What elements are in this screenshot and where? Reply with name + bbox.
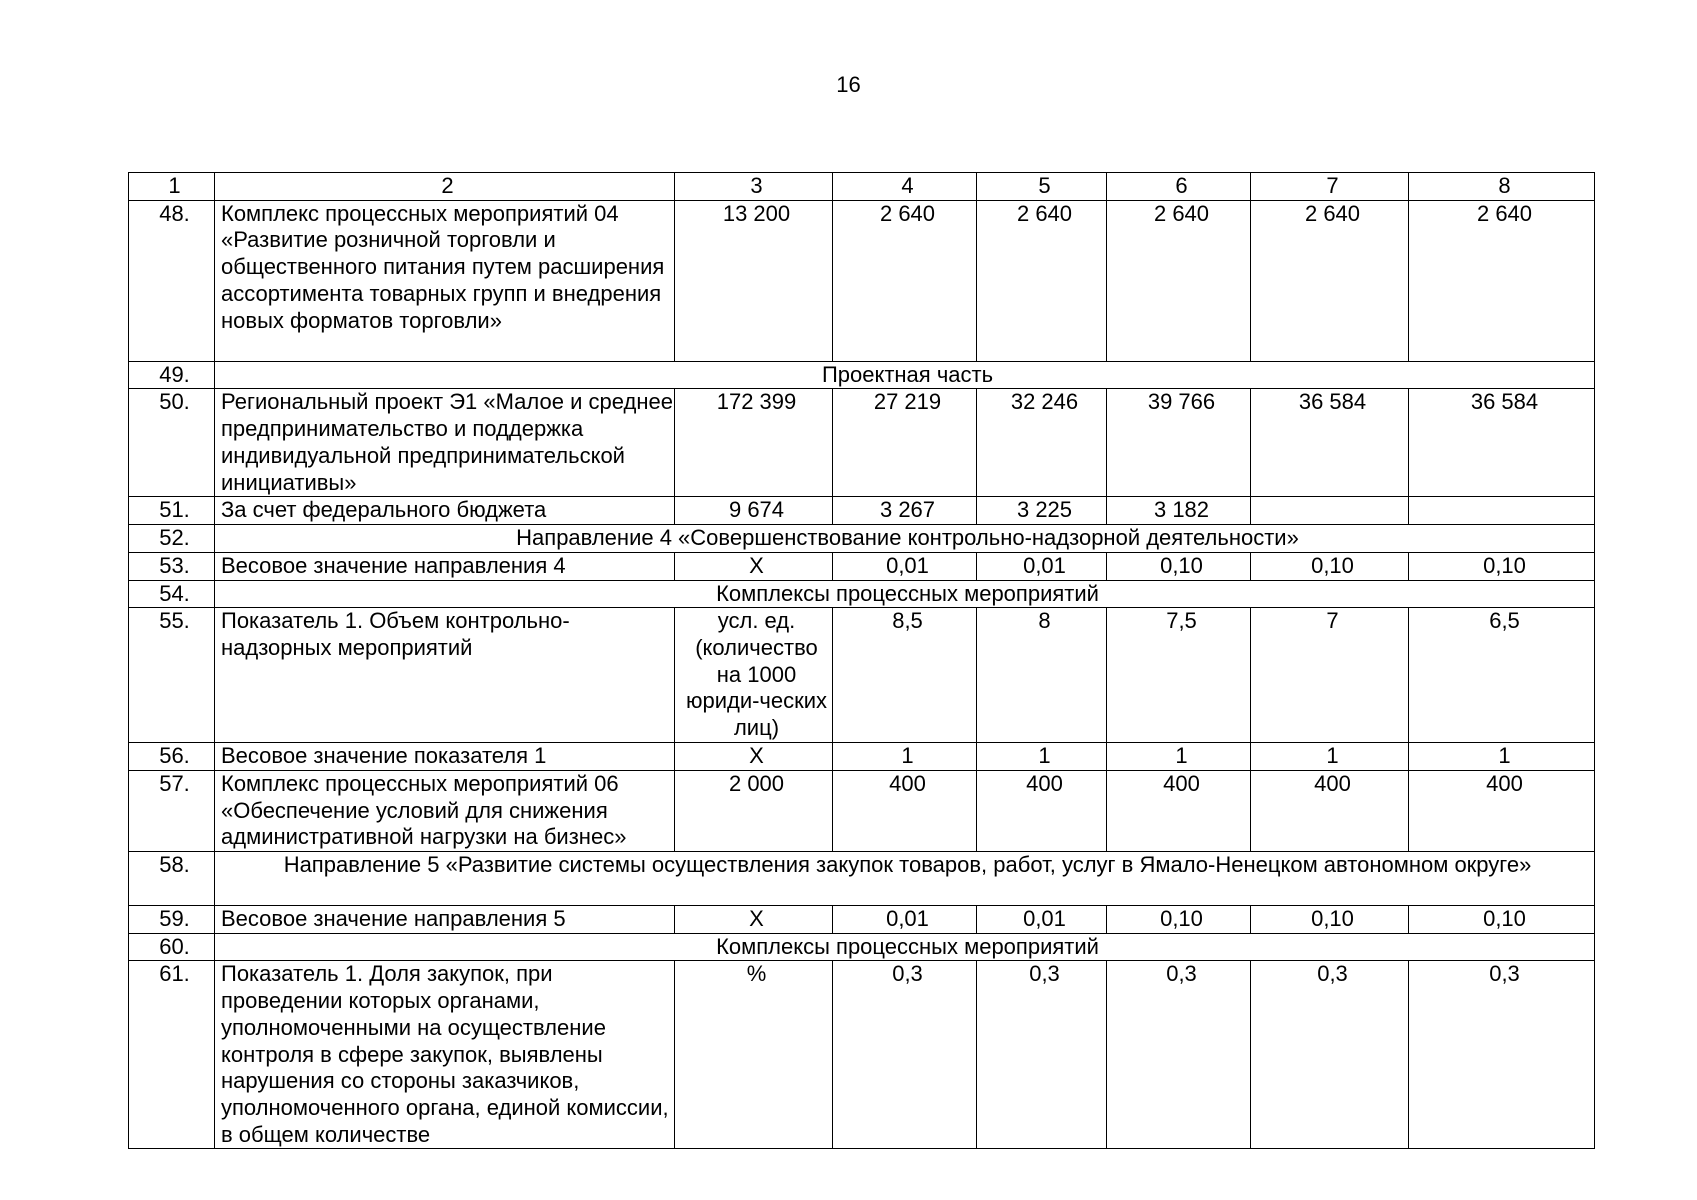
section-row	[129, 525, 1595, 553]
section-heading: Направление 5 «Развитие системы осуществления закупок товаров, работ, услуг в Ямало-Ненецком автономном округе»	[215, 852, 1595, 906]
page-number: 16	[836, 72, 861, 97]
cell-value: 172 399	[675, 389, 833, 497]
cell-value: 0,10	[1251, 906, 1409, 934]
table-row	[129, 770, 1595, 851]
cell-value: 400	[1251, 770, 1409, 851]
row-number: 51.	[129, 497, 215, 525]
row-number: 60.	[129, 933, 215, 961]
row-number: 56.	[129, 743, 215, 771]
row-number: 54.	[129, 580, 215, 608]
row-name: Весовое значение направления 5	[215, 906, 675, 934]
row-number: 57.	[129, 770, 215, 851]
cell-value: 2 640	[1107, 200, 1251, 361]
row-name: Региональный проект Э1 «Малое и среднее предпринимательство и поддержка индивидуальной предпринимательской инициативы»	[215, 389, 675, 497]
cell-value: 6,5	[1409, 608, 1595, 743]
cell-value: Х	[675, 906, 833, 934]
cell-value: 8	[977, 608, 1107, 743]
cell-value: 400	[977, 770, 1107, 851]
table-row	[129, 389, 1595, 497]
column-header: 2	[215, 173, 675, 201]
section-heading: Направление 4 «Совершенствование контрольно-надзорной деятельности»	[215, 525, 1595, 553]
section-heading: Проектная часть	[215, 361, 1595, 389]
cell-value: %	[675, 961, 833, 1149]
row-number: 59.	[129, 906, 215, 934]
cell-value: 1	[977, 743, 1107, 771]
cell-value: 0,10	[1251, 552, 1409, 580]
column-header: 8	[1409, 173, 1595, 201]
row-name: За счет федерального бюджета	[215, 497, 675, 525]
cell-value: 400	[1107, 770, 1251, 851]
section-row	[129, 933, 1595, 961]
cell-value: 1	[1107, 743, 1251, 771]
table-row	[129, 497, 1595, 525]
cell-value: 13 200	[675, 200, 833, 361]
row-number: 61.	[129, 961, 215, 1149]
cell-value: 0,3	[833, 961, 977, 1149]
table-row	[129, 200, 1595, 361]
cell-value: 0,10	[1409, 552, 1595, 580]
table-row	[129, 552, 1595, 580]
cell-value: 3 225	[977, 497, 1107, 525]
table-row	[129, 961, 1595, 1149]
cell-value: 400	[833, 770, 977, 851]
cell-value: 3 182	[1107, 497, 1251, 525]
row-name: Весовое значение направления 4	[215, 552, 675, 580]
column-header: 6	[1107, 173, 1251, 201]
column-header: 1	[129, 173, 215, 201]
cell-value: 27 219	[833, 389, 977, 497]
cell-value: 0,3	[1251, 961, 1409, 1149]
column-header: 3	[675, 173, 833, 201]
cell-value: 2 640	[833, 200, 977, 361]
section-row	[129, 580, 1595, 608]
cell-value: Х	[675, 743, 833, 771]
cell-value: 0,01	[977, 906, 1107, 934]
cell-value: 7	[1251, 608, 1409, 743]
cell-value: усл. ед. (количество на 1000 юриди-ческих лиц)	[675, 608, 833, 743]
cell-value: 2 640	[1409, 200, 1595, 361]
cell-value: 2 000	[675, 770, 833, 851]
row-name: Комплекс процессных мероприятий 04 «Развитие розничной торговли и общественного питания путем расширения ассортимента товарных групп и внедрения новых форматов торговли»	[215, 200, 675, 361]
cell-value: 0,10	[1107, 906, 1251, 934]
section-heading: Комплексы процессных мероприятий	[215, 933, 1595, 961]
row-number: 53.	[129, 552, 215, 580]
column-header: 7	[1251, 173, 1409, 201]
cell-value: 1	[1409, 743, 1595, 771]
section-row	[129, 852, 1595, 906]
data-table	[128, 172, 1595, 1149]
cell-value: 1	[833, 743, 977, 771]
cell-value: 3 267	[833, 497, 977, 525]
row-number: 55.	[129, 608, 215, 743]
cell-value: 0,10	[1107, 552, 1251, 580]
cell-value: 0,01	[833, 552, 977, 580]
table-row	[129, 608, 1595, 743]
row-number: 58.	[129, 852, 215, 906]
row-name: Весовое значение показателя 1	[215, 743, 675, 771]
row-number: 52.	[129, 525, 215, 553]
cell-value: 8,5	[833, 608, 977, 743]
cell-value: 2 640	[977, 200, 1107, 361]
cell-value: 0,01	[833, 906, 977, 934]
cell-value: 36 584	[1409, 389, 1595, 497]
cell-value: 0,3	[1107, 961, 1251, 1149]
cell-value: 0,3	[977, 961, 1107, 1149]
cell-value: 2 640	[1251, 200, 1409, 361]
row-number: 49.	[129, 361, 215, 389]
row-number: 50.	[129, 389, 215, 497]
cell-value: 1	[1251, 743, 1409, 771]
cell-value: 32 246	[977, 389, 1107, 497]
column-header: 4	[833, 173, 977, 201]
cell-value: 0,3	[1409, 961, 1595, 1149]
cell-value: 0,01	[977, 552, 1107, 580]
table-header-row	[129, 173, 1595, 201]
section-heading: Комплексы процессных мероприятий	[215, 580, 1595, 608]
row-name: Показатель 1. Объем контрольно-надзорных мероприятий	[215, 608, 675, 743]
cell-value: 400	[1409, 770, 1595, 851]
section-row	[129, 361, 1595, 389]
cell-value: 9 674	[675, 497, 833, 525]
row-name: Комплекс процессных мероприятий 06 «Обеспечение условий для снижения административной нагрузки на бизнес»	[215, 770, 675, 851]
cell-value: Х	[675, 552, 833, 580]
cell-value: 7,5	[1107, 608, 1251, 743]
cell-value: 36 584	[1251, 389, 1409, 497]
table-row	[129, 743, 1595, 771]
row-name: Показатель 1. Доля закупок, при проведении которых органами, уполномоченными на осуществление контроля в сфере закупок, выявлены нарушения со стороны заказчиков, уполномоченного органа, единой комиссии, в общем количестве	[215, 961, 675, 1149]
table-row	[129, 906, 1595, 934]
cell-value	[1251, 497, 1409, 525]
column-header: 5	[977, 173, 1107, 201]
cell-value: 0,10	[1409, 906, 1595, 934]
cell-value	[1409, 497, 1595, 525]
row-number: 48.	[129, 200, 215, 361]
cell-value: 39 766	[1107, 389, 1251, 497]
